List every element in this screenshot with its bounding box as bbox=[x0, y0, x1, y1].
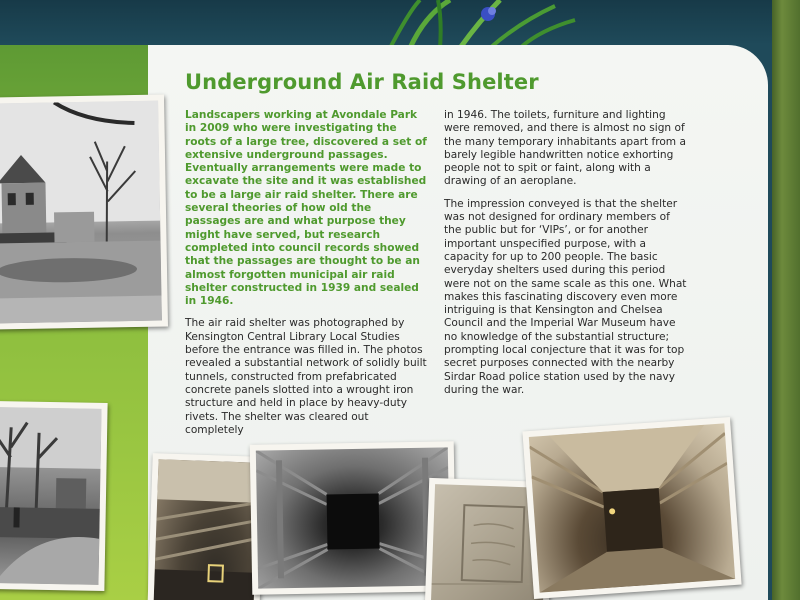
house-photo bbox=[0, 94, 168, 329]
tunnel-illustration-2 bbox=[256, 447, 450, 588]
park-photo bbox=[0, 401, 108, 591]
plant-decoration bbox=[380, 0, 580, 48]
tunnel-photo-4 bbox=[522, 417, 741, 599]
body-paragraph-2: The air raid shelter was photographed by Kensington Central Library Local Studies before the entrance was filled in. The photos revealed a substantial network of solidly built tunnels, constructed from prefabricated concrete panels slotted into a wrought iron structure and held in place by heavy-duty rivets. The shelter was cleared out completely bbox=[185, 317, 427, 436]
body-paragraph-4: The impression conveyed is that the shelter was not designed for ordinary members of the public but for ‘VIPs’, or for another important unspecified purpose, with a capacity for up to 200 people. The basic everyday shelters used during this period were not on the same scale as this one. What makes this fascinating discovery even more intriguing is that Kensington and Chelsea Council and the Imperial War Museum have no knowledge of the substantial structure; prompting local conjecture that it was for top secret purposes connected with the nearby Sirdar Road police station used by the navy during the war. bbox=[444, 197, 687, 396]
tunnel-illustration-1 bbox=[153, 459, 258, 600]
sign-title: Underground Air Raid Shelter bbox=[185, 70, 539, 94]
body-paragraph-3: in 1946. The toilets, furniture and lighting were removed, and there is almost no sign of the many temporary inhabitants apart from a barely legible handwritten notice exhorting people not to spit or faint, along with a drawing of an aeroplane. bbox=[444, 109, 686, 188]
grass-background bbox=[770, 0, 800, 600]
left-text-column bbox=[185, 109, 430, 446]
intro-paragraph: Landscapers working at Avondale Park in 2009 who were investigating the roots of a large tree, discovered a set of extensive underground passages. Eventually arrangements were made to excavate the site and it was established to be a large air raid shelter. There are several theories of how old the passages are and what purpose they might have served, but research completed into council records showed that the passages are thought to be an almost forgotten municipal air raid shelter constructed in 1939 and sealed in 1946. bbox=[185, 109, 427, 308]
house-illustration bbox=[0, 101, 162, 324]
tunnel-photo-1 bbox=[147, 453, 265, 600]
park-illustration bbox=[0, 407, 102, 585]
right-text-column bbox=[444, 109, 689, 406]
tunnel-illustration-4 bbox=[529, 423, 735, 592]
